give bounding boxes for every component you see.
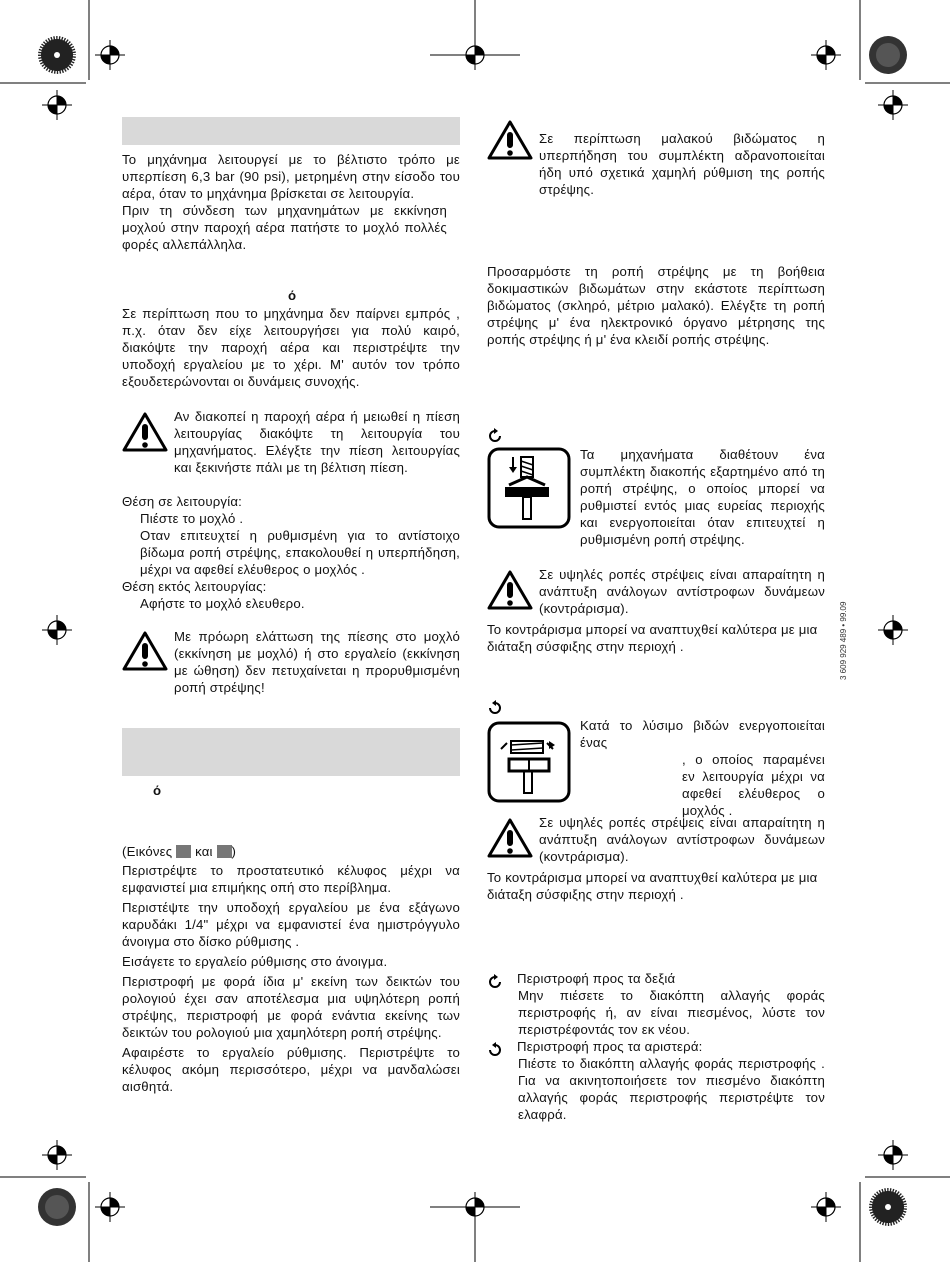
paragraph: Το μηχάνημα λειτουργεί με το βέλτιστο τρόπο με υπερπίεση 6,3 bar (90 psi), μετρημένη στην είσοδο του αέρα, όταν το μηχάνημα βρίσκεται σε λειτουργία. xyxy=(122,152,460,201)
mark: ό xyxy=(153,783,162,798)
registration-mark-icon xyxy=(95,1192,125,1222)
registration-mark-icon xyxy=(42,615,72,645)
figure-number-box xyxy=(217,845,232,858)
paragraph: Σε περίπτωση μαλακού βιδώματος η υπερπήδηση του συμπλέκτη αδρανοποιείται ήδη υπό σχετικά χαμηλή ρύθμιση της ροπής στρέψης. xyxy=(539,131,825,197)
paragraph: Προσαρμόστε τη ροπή στρέψης με τη βοήθεια δοκιμαστικών βιδωμάτων στην εκάστοτε περίπτωση βιδώματος (σκληρό, μέτριο μαλακό). Ελέγξτε τη ροπή στρέψης μ' ένα ηλεκτρονικό όργανο μέτρησης της ροπής στρέψης ή μ' ένα κλειδί ροπής στρέψης. xyxy=(487,264,825,347)
loosen-text xyxy=(580,717,825,819)
registration-mark-icon xyxy=(460,1192,490,1222)
step: Οταν επιτευχτεί η ρυθμισμένη για το αντίστοιχο βίδωμα ροπή στρέψης, επακολουθεί η υπερπήδηση, μέχρι να αφεθεί ελέυθερος ο μοχλός . xyxy=(140,528,460,577)
warning-text xyxy=(174,408,460,476)
section-header-bar xyxy=(122,117,460,145)
paragraph: Πιέστε το διακόπτη αλλαγής φοράς περιστροφής . Για να ακινητοποιήσετε τον πιεσμένο διακόπτη αλλαγής φοράς περιστροφής περιστρέψτε τον ελαφρά. xyxy=(518,1056,825,1122)
document-code: 3 609 929 489 • 99.09 xyxy=(839,601,848,680)
warning-text xyxy=(539,814,825,865)
paragraph: Περιστροφή με φορά ίδια μ' εκείνη των δεικτών του ρολογιού έχει σαν αποτέλεσμα μια υψηλότερη ροπή στρέψης, περιστροφή με φορά ενάντια εκείνης των δεικτών του ρολογιού μια χαμηλότερη ροπή στρέψης. xyxy=(122,974,460,1040)
left-para1 xyxy=(122,151,460,253)
left-para2 xyxy=(122,305,460,390)
figure-reference xyxy=(122,843,236,860)
color-wheel-icon xyxy=(869,36,907,74)
warning-triangle-icon xyxy=(487,570,533,610)
left-adjust-steps xyxy=(122,862,460,1095)
subheading: Θέση σε λειτουργία: xyxy=(122,494,243,509)
color-wheel-icon xyxy=(869,1188,907,1226)
paragraph: , ο οποίος παραμένει εν λειτουργία μέχρι να αφεθεί ελέυθερος ο μοχλός . xyxy=(682,752,825,818)
registration-mark-icon xyxy=(878,90,908,120)
registration-mark-icon xyxy=(460,40,490,70)
paragraph: Περιστέψτε την υποδοχή εργαλείου με ένα εξάγωνο καρυδάκι 1/4" μέχρι να εμφανιστεί ένα ημιστρόγγυλο άνοιγμα στο δίσκο ρύθμισης . xyxy=(122,900,460,949)
warning-triangle-icon xyxy=(122,631,168,671)
figure-ref-text: και xyxy=(195,844,213,859)
registration-mark-icon xyxy=(42,1140,72,1170)
subheading: Περιστροφή προς τα αριστερά: xyxy=(517,1039,703,1054)
paragraph: Περιστρέψτε το προστατευτικό κέλυφος μέχρι να εμφανιστεί μια επιμήκης οπή στο περίβλημα. xyxy=(122,863,460,895)
paragraph: Εισάγετε το εργαλείο ρύθμισης στο άνοιγμα. xyxy=(122,954,388,969)
paragraph: Μην πιέσετε το διακόπτη αλλαγής φοράς περιστροφής ή, αν είναι πιεσμένος, λύστε τον περιστρέφοντάς τον εκ νέου. xyxy=(518,988,825,1037)
registration-mark-icon xyxy=(42,90,72,120)
ccw-section xyxy=(517,1038,825,1123)
paragraph: Αν διακοπεί η παροχή αέρα ή μειωθεί η πίεση λειτουργίας διακόψτε τη λειτουργία του μηχανήματος. Ελέγξτε την πίεση λειτουργίας και ξεκινήστε πάλι με τη βέλτιση πίεση. xyxy=(174,409,460,475)
mark: ό xyxy=(288,288,297,303)
color-wheel-icon xyxy=(38,36,76,74)
registration-mark-icon xyxy=(811,1192,841,1222)
paragraph: Κατά το λύσιμο βιδών ενεργοποιείται ένας xyxy=(580,718,825,750)
figure-number-box xyxy=(176,845,191,858)
rotation-arrow-icon xyxy=(487,700,503,716)
step: Αφήστε το μοχλό ελευθερο. xyxy=(140,596,305,611)
paragraph: Πριν τη σύνδεση των μηχανημάτων με εκκίνηση μοχλού στην παροχή αέρα πατήστε το μοχλό πολλές φορές αλλεπάλληλα. xyxy=(122,203,447,252)
registration-mark-icon xyxy=(878,615,908,645)
warning-triangle-icon xyxy=(122,412,168,452)
rotation-arrow-icon xyxy=(487,974,503,990)
right-para8 xyxy=(487,263,825,348)
counter-text xyxy=(487,869,827,903)
paragraph: Σε υψηλές ροπές στρέψεις είναι απαραίτητη η ανάπτυξη ανάλογων αντίστροφων δυνάμεων (κοντράρισμα). xyxy=(539,815,825,864)
color-wheel-icon xyxy=(38,1188,76,1226)
subheading: Περιστροφή προς τα δεξιά xyxy=(517,971,676,986)
warning-text xyxy=(174,628,460,696)
operation-on xyxy=(122,493,460,612)
paragraph: Σε υψηλές ροπές στρέψεις είναι απαραίτητη η ανάπτυξη ανάλογων αντίστροφων δυνάμεων (κοντράρισμα). xyxy=(539,567,825,616)
figure-ref-text: (Εικόνες xyxy=(122,844,173,859)
clutch-text xyxy=(580,446,825,548)
subheading: Θέση εκτός λειτουργίας: xyxy=(122,579,267,594)
step: Πιέστε το μοχλό . xyxy=(140,511,244,526)
registration-mark-icon xyxy=(878,1140,908,1170)
counter-text xyxy=(487,621,827,655)
clutch-diagram-icon xyxy=(487,447,571,529)
paragraph: Με πρόωρη ελάττωση της πίεσης στο μοχλό (εκκίνηση με μοχλό) ή στο εργαλείο (εκκίνηση με ώθηση) δεν πετυχαίνεται η προρυθμισμένη ροπή στρέψης! xyxy=(174,629,460,695)
paragraph: Το κοντράρισμα μπορεί να αναπτυχθεί καλύτερα με μια διάταξη σύσφιξης στην περιοχή . xyxy=(487,870,818,902)
registration-mark-icon xyxy=(95,40,125,70)
section-header-bar xyxy=(122,728,460,776)
rotation-arrow-icon xyxy=(487,1042,503,1058)
warning-triangle-icon xyxy=(487,120,533,160)
reverse-clutch-diagram-icon xyxy=(487,721,571,803)
paragraph: Τα μηχανήματα διαθέτουν ένα συμπλέκτη διακοπής εξαρτημένο από τη ροπή στρέψης, ο οποίος μπορεί να ρυθμιστεί εντός μιας ευρείας περιοχής και ενεργοποιείται όταν επιτευχτεί η ρυθμισμένη ροπή στρέψης. xyxy=(580,447,825,547)
paragraph: Σε περίπτωση που το μηχάνημα δεν παίρνει εμπρός , π.χ. όταν δεν είχε λειτουργήσει για πολύ καιρό, διακόψτε την παροχή αέρα και περιστρέψτε την υποδοχή εργαλείου με το χέρι. Μ' αυτόν τον τρόπο εξουδετερώνονται οι δυνάμεις συνοχής. xyxy=(122,306,460,389)
rotation-arrow-icon xyxy=(487,428,503,444)
warning-text xyxy=(539,566,825,617)
warning-triangle-icon xyxy=(487,818,533,858)
warning-text xyxy=(539,130,825,198)
paragraph: Το κοντράρισμα μπορεί να αναπτυχθεί καλύτερα με μια διάταξη σύσφιξης στην περιοχή . xyxy=(487,622,818,654)
registration-mark-icon xyxy=(811,40,841,70)
paragraph: Αφαιρέστε το εργαλείο ρύθμισης. Περιστρέψτε το κέλυφος ακόμη περισσότερο, μέχρι να μανδαλώσει αισθητά. xyxy=(122,1045,460,1094)
figure-ref-text: ) xyxy=(231,844,237,859)
cw-section xyxy=(517,970,825,1038)
